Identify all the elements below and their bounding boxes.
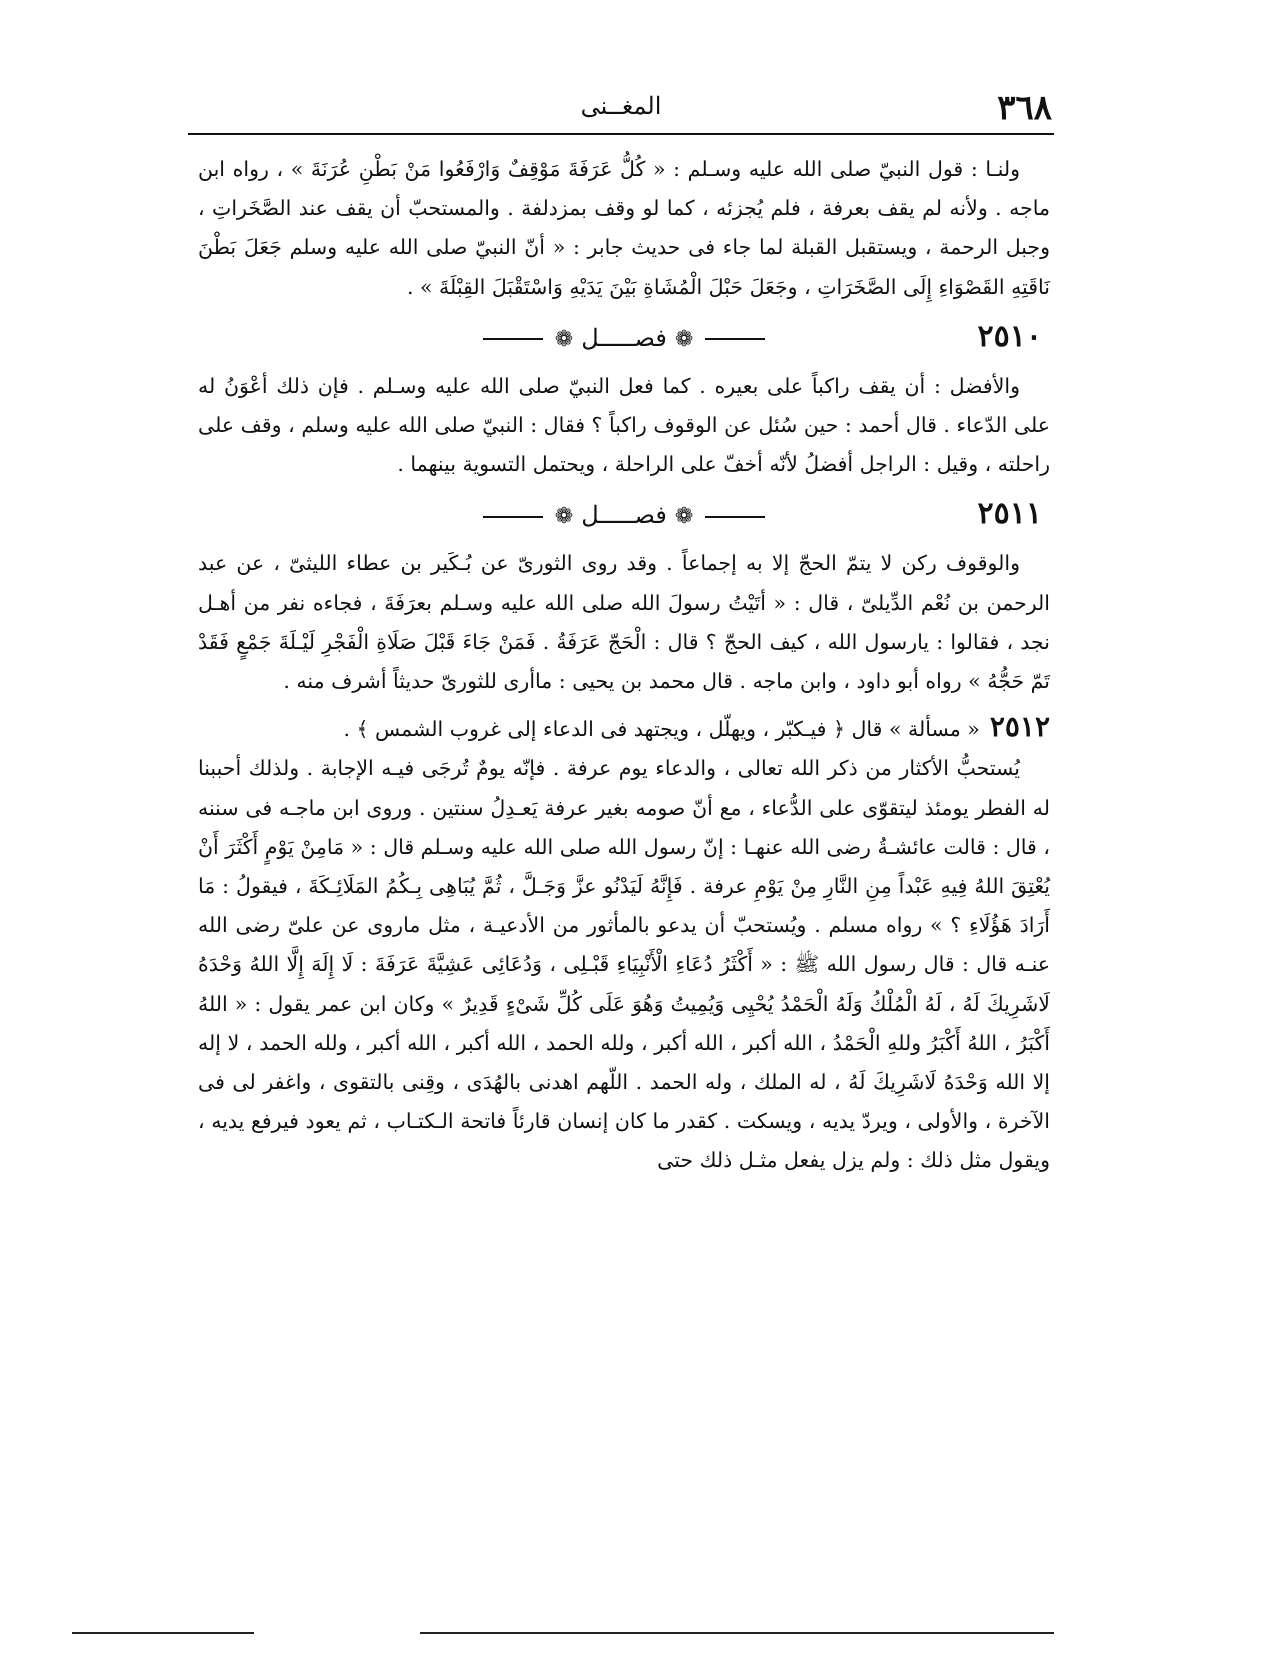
paragraph-3: والوقوف ركن لا يتمّ الحجّ إلا به إجماعاً . وقد روى الثورىّ عن بُـكَير بن عطاء الليثىّ ، عن عبد الرحمن بن نُعْم الدِّيلىّ ، قال : « أتَيْتُ رسولَ الله صلى الله عليه وسـلم بعرَفَةَ ، فجاءه نفر من أهـل نجد ، فقالوا : يارسول الله ، كيف الحجّ ؟ قال : الْحَجّ عَرَفَةُ . فَمَنْ جَاءَ قَبْلَ صَلَاةِ الْفَجْرِ لَيْـلَةَ جَمْعٍ فَقَدْ تَمّ حَجُّهُ » رواه أبو داود ، وابن ماجه . قال محمد بن يحيى : ماأرى للثورىّ حديثاً أشرف منه .: [198, 551, 1050, 694]
ornament-icon: ❁: [674, 504, 694, 530]
paragraph-4: يُستحبُّ الأكثار من ذكر الله تعالى ، والدعاء يوم عرفة . فإنّه يومٌ تُرجَى فيـه الإجابة . ولذلك أحببنا له الفطر يومئذ ليتقوّى على الدُّعاء ، مع أنّ صومه بغير عرفة يَعـدِلُ سنتين . وروى ابن ماجـه فى سننه ، قال : قالت عائشـةُ رضى الله عنهـا : إنّ رسول الله صلى الله عليه وسـلم قال : « مَامِنْ يَوْمٍ أَكْثَرَ أَنْ يُعْتِقَ اللهُ فِيهِ عَبْداً مِنِ النَّارِ مِنْ يَوْمِ عرفة . فَإِنَّهُ لَيَدْنُو عزَّ وَجَـلَّ ، ثُمَّ يُبَاهِى بِـكُمُ المَلَائِـكَةَ ، فيقولُ : مَا أَرَادَ هَؤُلَاءِ ؟ » رواه مسلم . ويُستحبّ أن يدعو بالمأثور من الأدعيـة ، مثل ماروى عن علىّ رضى الله عنـه قال : قال رسول الله ﷺ : « أَكْثَرُ دُعَاءِ الْأَنْبِيَاءِ قَبْـلِى ، وَدُعَائِى عَشِيَّةَ عَرَفَةَ : لَا إِلَهَ إِلَّا اللهُ وَحْدَهُ لَاشَرِيكَ لَهُ ، لَهُ الْمُلْكُ وَلَهُ الْحَمْدُ يُحْيِى وَيُمِيتُ وَهُوَ عَلَى كُلِّ شَىْءٍ قَدِيرٌ » وكان ابن عمر يقول : « اللهُ أَكْبَرُ ، اللهُ أَكْبَرُ وللهِ الْحَمْدُ ، الله أكبر ، الله أكبر ، ولله الحمد ، الله أكبر ، الله أكبر ، ولله الحمد ، لا إله إلا الله وَحْدَهُ لَاشَرِيكَ لَهُ ، له الملك ، وله الحمد . اللّهم اهدنى بالهُدَى ، وقِنى بالتقوى ، واغفر لى فى الآخرة ، والأولى ، ويردّ يديه ، ويسكت . كقدر ما كان إنسان قارئاً فاتحة الـكتـاب ، ثم يعود فيرفع يديه ، ويقول مثل ذلك : ولم يزل يفعل مثـل ذلك حتى: [198, 756, 1050, 1173]
footnote-rule-left: [72, 1632, 254, 1634]
ornament-line: [705, 338, 765, 340]
ornament-line: [483, 338, 543, 340]
page-body: [198, 150, 1050, 1181]
page-number: ٣٦٨: [997, 88, 1052, 128]
footnote-rule-right: [420, 1632, 1054, 1634]
page-header: [190, 88, 1052, 132]
ornament-icon: ❁: [674, 326, 694, 352]
ornament-icon: ❁: [554, 504, 574, 530]
section-number: ٢٥١٠: [977, 318, 1042, 354]
masala-number: ٢٥١٢: [989, 710, 1050, 744]
section-heading-2511: [198, 484, 1050, 544]
masala-2512: [198, 707, 1050, 749]
section-title: فصـــــل: [581, 501, 667, 530]
paragraph-1: ولنـا : قول النبيّ صلى الله عليه وسـلم : « كُلُّ عَرَفَةَ مَوْقِفٌ وَارْفَعُوا مَنْ بَطْنِ عُرَنَةَ » ، رواه ابن ماجه . ولأنه لم يقف بعرفة ، فلم يُجزئه ، كما لو وقف بمزدلفة . والمستحبّ أن يقف عند الصَّخَراتِ ، وجبل الرحمة ، ويستقبل القبلة لما جاء فى حديث جابر : « أنّ النبيّ صلى الله عليه وسلم جَعَلَ بَطْنَ نَاقَتِهِ القَصْوَاءِ إِلَى الصَّخَرَاتِ ، وجَعَلَ حَبْلَ الْمُشَاةِ بَيْنَ يَدَيْهِ وَاسْتَقْبَلَ القِبْلَةَ » .: [198, 157, 1050, 299]
section-heading-2510: [198, 307, 1050, 367]
masala-text: « مسألة » قال ﴿ فيـكبّر ، ويهلّل ، ويجتهد فى الدعاء إلى غروب الشمس ﴾ .: [343, 717, 980, 742]
section-title: فصـــــل: [581, 323, 667, 352]
ornament-line: [705, 516, 765, 518]
ornament-icon: ❁: [554, 326, 574, 352]
section-title-block: [198, 496, 1050, 536]
section-number: ٢٥١١: [977, 496, 1042, 532]
header-rule: [188, 133, 1054, 135]
ornament-line: [483, 516, 543, 518]
section-title-block: [198, 319, 1050, 359]
paragraph-2: والأفضل : أن يقف راكباً على بعيره . كما فعل النبيّ صلى الله عليه وسـلم . فإن ذلك أعْوَنُ له على الدّعاء . قال أحمد : حين سُئل عن الوقوف راكباً ؟ فقال : النبيّ صلى الله عليه وسلم ، وقف على راحلته ، وقيل : الراجل أفضلُ لأنّه أخفّ على الراحلة ، ويحتمل التسوية بينهما .: [198, 373, 1050, 477]
running-title: المغــنى: [580, 92, 662, 120]
